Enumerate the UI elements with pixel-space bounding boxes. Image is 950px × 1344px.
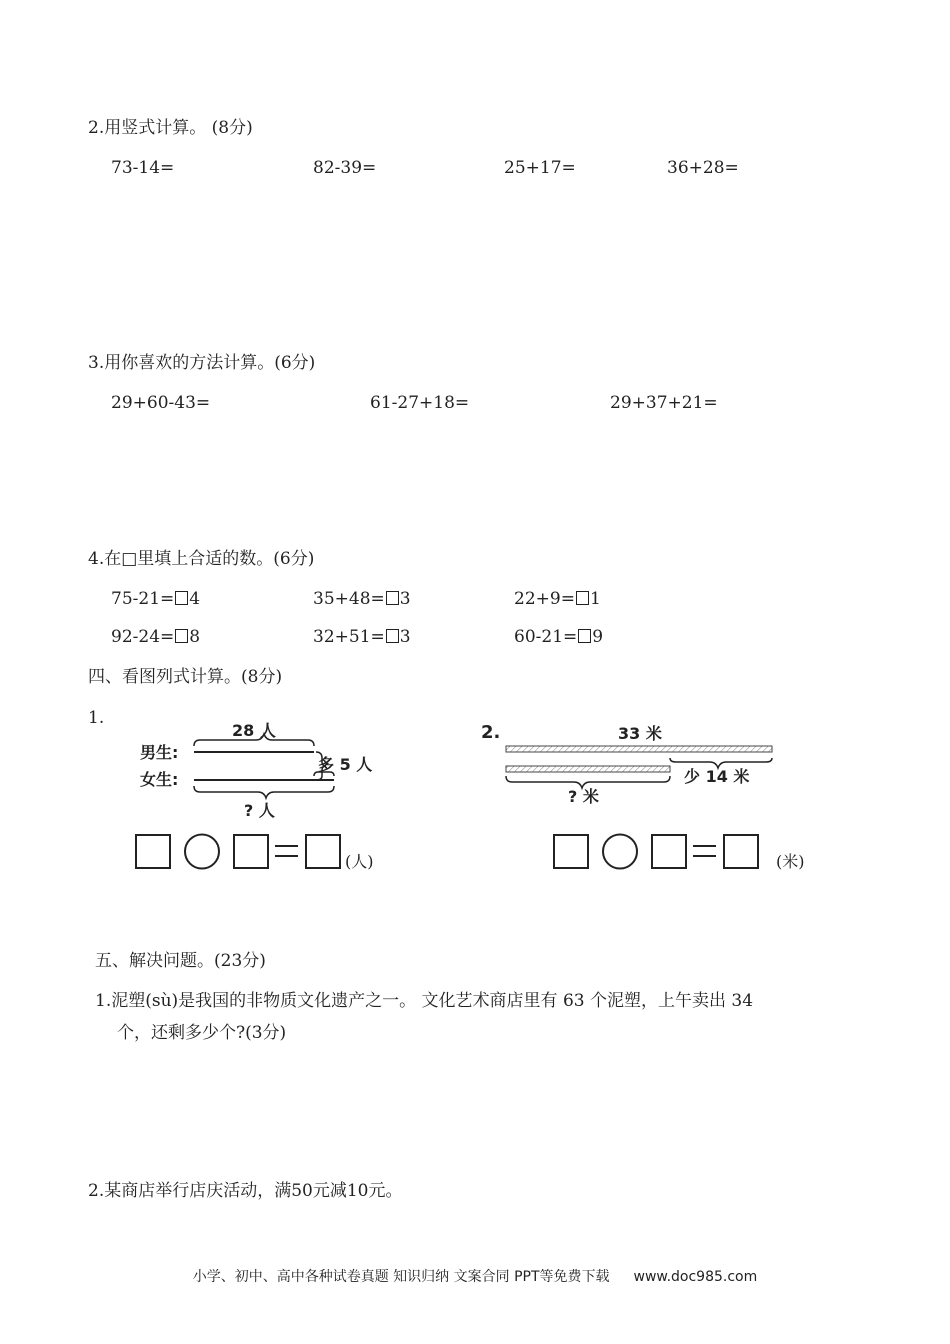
q4-r1-item-2: 35+48= 3 xyxy=(313,589,411,609)
q3-item-2: 61-27+18= xyxy=(370,393,470,413)
page-footer xyxy=(0,1266,950,1286)
q4-title: 4.在□里填上合适的数。(6分) xyxy=(88,549,315,569)
section4-title: 四、看图列式计算。(8分) xyxy=(88,667,283,687)
q3-item-3: 29+37+21= xyxy=(610,393,718,413)
fig1-diff-label: 多 5 人 xyxy=(318,755,373,774)
blank-box xyxy=(578,629,591,643)
blank-box xyxy=(386,629,399,643)
section5-problem2: 2.某商店举行店庆活动，满50元减10元。 xyxy=(88,1181,403,1201)
q4-r2-item-1: 92-24= 8 xyxy=(111,627,201,647)
q2-title: 2.用竖式计算。 (8分) xyxy=(88,118,253,138)
blank-box xyxy=(175,591,188,605)
q4-r1-item-3: 22+9= 1 xyxy=(514,589,601,609)
fig1-unit: (人) xyxy=(345,852,374,871)
fig1-operator-circle xyxy=(185,835,219,869)
fig1-top-label: 28 人 xyxy=(232,721,276,740)
q2-item-2: 82-39= xyxy=(313,158,377,178)
fig2-top-label: 33 米 xyxy=(618,724,662,743)
section5-problem1-line1: 1.泥塑(sù)是我国的非物质文化遗产之一。 文化艺术商店里有 63 个泥塑，上午卖出 34 xyxy=(95,991,754,1011)
fig1-diagram xyxy=(130,716,390,826)
q4-r2-item-2: 32+51= 3 xyxy=(313,627,411,647)
fig2-answer-row xyxy=(552,832,812,872)
fig2-number: 2. xyxy=(481,722,501,743)
fig2-total-label: ? 米 xyxy=(568,787,599,806)
blank-box xyxy=(576,591,589,605)
q2-item-1: 73-14= xyxy=(111,158,175,178)
section5-problem1-line2: 个，还剩多少个?(3分) xyxy=(117,1023,287,1043)
q3-item-1: 29+60-43= xyxy=(111,393,211,413)
section5-title: 五、解决问题。(23分) xyxy=(95,951,266,971)
fig2-unit: (米) xyxy=(776,852,805,871)
blank-box xyxy=(386,591,399,605)
q4-r2-item-3: 60-21= 9 xyxy=(514,627,604,647)
fig1-answer-box-2 xyxy=(234,835,268,868)
footer-site-link[interactable]: www.doc985.com xyxy=(633,1269,758,1285)
fig2-diff-label: 少 14 米 xyxy=(684,767,750,786)
fig2-diagram xyxy=(478,718,798,813)
q2-item-4: 36+28= xyxy=(667,158,739,178)
footer-text: 小学、初中、高中各种试卷真题 知识归纳 文案合同 PPT等免费下载 xyxy=(192,1269,610,1285)
blank-box xyxy=(175,629,188,643)
fig1-number: 1. xyxy=(88,708,105,728)
fig1-boys-label: 男生: xyxy=(140,743,179,762)
q3-title: 3.用你喜欢的方法计算。(6分) xyxy=(88,353,316,373)
fig1-total-label: ? 人 xyxy=(244,801,275,820)
fig1-girls-label: 女生: xyxy=(140,770,179,789)
fig2-answer-box-2 xyxy=(652,835,686,868)
fig2-answer-box-3 xyxy=(724,835,758,868)
q2-item-3: 25+17= xyxy=(504,158,576,178)
fig2-answer-box-1 xyxy=(554,835,588,868)
fig2-operator-circle xyxy=(603,835,637,869)
fig1-answer-box-1 xyxy=(136,835,170,868)
fig1-answer-box-3 xyxy=(306,835,340,868)
q4-r1-item-1: 75-21= 4 xyxy=(111,589,201,609)
